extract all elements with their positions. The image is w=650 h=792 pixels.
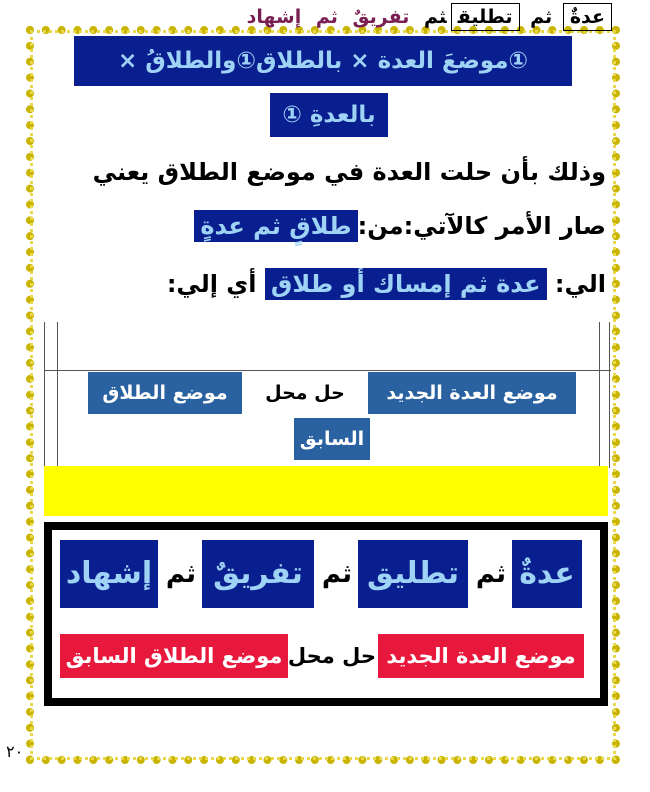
seq-word-tatliq: تطليق xyxy=(451,3,520,31)
seq-then: ثم xyxy=(315,6,338,28)
body-line-3-prefix: الي: xyxy=(554,270,606,298)
framed-word-ishhad: إشهاد xyxy=(60,540,158,608)
framed-replaces: حل محل xyxy=(287,644,376,668)
framed-then: ثم xyxy=(475,559,507,589)
table-divider xyxy=(57,322,58,468)
framed-red-old-talaq: موضع الطلاق السابق xyxy=(60,634,288,678)
yellow-highlight-bar xyxy=(44,466,608,516)
table-divider xyxy=(599,322,600,468)
seq-word-tafriq: تفريقٌ xyxy=(352,6,410,28)
table-cell-new-idda: موضع العدة الجديد xyxy=(368,372,576,414)
framed-red-new-idda: موضع العدة الجديد xyxy=(378,634,584,678)
body-line-2-prefix: صار الأمر كالآتي:من: xyxy=(357,212,606,240)
body-line-3-highlight: عدة ثم إمساك أو طلاق xyxy=(265,268,547,300)
table-sequence-row xyxy=(243,6,612,28)
framed-word-idda: عدةٌ xyxy=(512,540,582,608)
framed-then: ثم xyxy=(321,559,353,589)
table-cell-old-talaq: موضع الطلاق xyxy=(88,372,242,414)
seq-word-ishhad: إشهاد xyxy=(246,6,302,28)
framed-word-tafriq: تفريقٌ xyxy=(202,540,314,608)
framed-word-tatliq: تطليق xyxy=(358,540,468,608)
table-divider xyxy=(45,370,611,371)
table-cell-replaces: حل محل xyxy=(265,382,345,404)
seq-word-idda: عدةٌ xyxy=(563,3,612,31)
title-line-1: ①موضعَ العدة × بالطلاق①والطلاقُ × xyxy=(74,36,572,86)
seq-then: ثم xyxy=(530,6,553,28)
title-line-2: بالعدةِ ① xyxy=(270,93,388,137)
body-line-2 xyxy=(194,212,606,240)
body-line-2-highlight: طلاقٍ ثم عدةٍ xyxy=(194,210,357,242)
body-line-3 xyxy=(167,270,606,298)
body-line-3-suffix: أي إلي: xyxy=(166,270,257,298)
body-line-1: وذلك بأن حلت العدة في موضع الطلاق يعني xyxy=(92,158,606,186)
page-number: ٢٠ xyxy=(6,742,24,761)
seq-then: ثم xyxy=(424,6,447,28)
framed-then: ثم xyxy=(165,559,197,589)
table-cell-previous: السابق xyxy=(294,418,370,460)
